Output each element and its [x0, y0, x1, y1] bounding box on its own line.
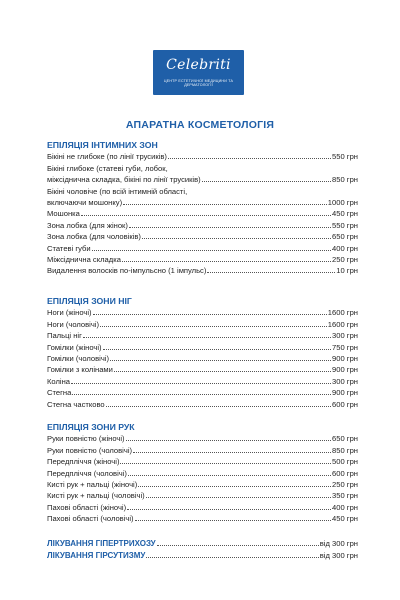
- section-heading: ЕПІЛЯЦІЯ ЗОНИ РУК: [47, 422, 135, 432]
- price-row: [47, 162, 358, 173]
- price-row: [47, 242, 358, 253]
- treatment-row: [47, 536, 358, 549]
- price-row: [47, 490, 358, 501]
- price-row: [47, 456, 358, 467]
- service-price: 400 грн: [332, 243, 358, 253]
- price-row: [47, 197, 358, 208]
- dot-leader: [103, 349, 331, 350]
- dot-leader: [135, 520, 331, 521]
- price-row: [47, 467, 358, 478]
- service-name: Пахові області (жіночі): [47, 502, 127, 512]
- treatment-row: [47, 549, 358, 562]
- service-name: Мошонка: [47, 209, 80, 219]
- logo-tagline: ЦЕНТР ЕСТЕТИЧНОЇ МЕДИЦИНИ ТА ДЕРМАТОЛОГІЇ: [163, 79, 234, 88]
- price-row: [47, 387, 358, 398]
- service-name: Ноги (чоловічі): [47, 319, 100, 329]
- dot-leader: [72, 394, 331, 395]
- dot-leader: [207, 272, 335, 273]
- dot-leader: [157, 545, 319, 546]
- service-price: 550 грн: [332, 220, 358, 230]
- price-row: [47, 185, 358, 196]
- service-price: 300 грн: [332, 331, 358, 341]
- treatment-name: ЛІКУВАННЯ ГІПЕРТРИХОЗУ: [47, 538, 156, 548]
- service-name: Гомілки (чоловічі): [47, 353, 110, 363]
- price-row: [47, 375, 358, 386]
- service-price: 450 грн: [332, 209, 358, 219]
- dot-leader: [114, 371, 331, 372]
- service-price: 600 грн: [332, 399, 358, 409]
- dot-leader: [138, 486, 331, 487]
- service-price: 350 грн: [332, 491, 358, 501]
- service-price: 600 грн: [332, 468, 358, 478]
- treatment-price: від 300 грн: [319, 551, 358, 560]
- treatment-list: [47, 536, 358, 561]
- service-price: 1600 грн: [327, 319, 358, 329]
- service-name: Коліна: [47, 376, 71, 386]
- dot-leader: [202, 181, 331, 182]
- dot-leader: [110, 360, 331, 361]
- service-price: 1600 грн: [327, 308, 358, 318]
- price-row: [47, 330, 358, 341]
- service-name: Передпліччя (жіночі): [47, 457, 120, 467]
- service-name: Пахові області (чоловічі): [47, 514, 134, 524]
- service-name: Бікіні глибоке (статеві губи, лобок,: [47, 163, 168, 173]
- clinic-logo: [153, 50, 244, 95]
- service-name: Зона лобка (для жінок): [47, 220, 128, 230]
- dot-leader: [146, 497, 331, 498]
- price-row: [47, 318, 358, 329]
- service-price: 650 грн: [332, 232, 358, 242]
- service-price: 650 грн: [332, 434, 358, 444]
- dot-leader: [71, 383, 331, 384]
- dot-leader: [129, 227, 331, 228]
- service-name: Ноги (жіночі): [47, 308, 92, 318]
- dot-leader: [81, 215, 331, 216]
- dot-leader: [133, 452, 331, 453]
- price-row: [47, 433, 358, 444]
- dot-leader: [100, 326, 327, 327]
- page-title: АПАРАТНА КОСМЕТОЛОГІЯ: [125, 119, 275, 131]
- service-name: Бікіні чоловіче (по всій інтимній області,: [47, 186, 188, 196]
- service-price: 900 грн: [332, 388, 358, 398]
- dot-leader: [127, 509, 331, 510]
- service-name: включаючи мошонку): [47, 197, 123, 207]
- service-price: 550 грн: [332, 152, 358, 162]
- treatment-name: ЛІКУВАННЯ ГІРСУТИЗМУ: [47, 551, 146, 560]
- section-arms: [47, 421, 358, 524]
- price-row: [47, 353, 358, 364]
- dot-leader: [120, 463, 331, 464]
- service-name: Кисті рук + пальці (жіночі): [47, 479, 138, 489]
- service-price: 250 грн: [332, 479, 358, 489]
- service-name: Пальці ніг: [47, 331, 82, 341]
- service-price: 450 грн: [332, 514, 358, 524]
- service-name: Стегна: [47, 388, 72, 398]
- price-row: [47, 501, 358, 512]
- dot-leader: [92, 250, 331, 251]
- service-price: 300 грн: [332, 376, 358, 386]
- service-price: 850 грн: [332, 445, 358, 455]
- price-row: [47, 444, 358, 455]
- dot-leader: [146, 557, 318, 558]
- dot-leader: [106, 406, 331, 407]
- dot-leader: [83, 337, 331, 338]
- logo-wordmark: Celebriti: [166, 57, 231, 73]
- service-name: Руки повністю (чоловічі): [47, 445, 133, 455]
- service-price: 1000 грн: [327, 197, 358, 207]
- price-row: [47, 364, 358, 375]
- price-row: [47, 341, 358, 352]
- dot-leader: [123, 204, 327, 205]
- service-name: Видалення волосків по-імпульсно (1 імпульс): [47, 266, 207, 276]
- service-name: Зона лобка (для чоловіків): [47, 232, 141, 242]
- price-row: [47, 174, 358, 185]
- service-price: 10 грн: [336, 266, 358, 276]
- service-name: Бікіні не глибоке (по лінії трусиків): [47, 152, 167, 162]
- price-row: [47, 219, 358, 230]
- treatment-price: від 300 грн: [319, 538, 358, 548]
- price-row: [47, 479, 358, 490]
- service-price: 850 грн: [332, 175, 358, 185]
- dot-leader: [93, 314, 327, 315]
- service-price: 750 грн: [332, 342, 358, 352]
- dot-leader: [122, 261, 331, 262]
- service-name: Руки повністю (жіночі): [47, 434, 125, 444]
- price-row: [47, 151, 358, 162]
- service-name: Передпліччя (чоловічі): [47, 468, 127, 478]
- service-name: міжсіднична складка, бікіні по лінії трусиків): [47, 175, 201, 185]
- service-price: 250 грн: [332, 254, 358, 264]
- service-name: Кисті рук + пальці (чоловічі): [47, 491, 145, 501]
- section-intimate-zones: [47, 139, 358, 276]
- price-row: [47, 307, 358, 318]
- service-name: Міжсіднична складка: [47, 254, 121, 264]
- service-price: 900 грн: [332, 365, 358, 375]
- dot-leader: [142, 238, 331, 239]
- section-legs: [47, 295, 358, 410]
- service-name: Стегна частково: [47, 399, 105, 409]
- service-price: 500 грн: [332, 457, 358, 467]
- service-price: 400 грн: [332, 502, 358, 512]
- price-row: [47, 398, 358, 409]
- price-row: [47, 231, 358, 242]
- price-row: [47, 208, 358, 219]
- price-row: [47, 254, 358, 265]
- service-name: Статеві губи: [47, 243, 91, 253]
- service-name: Гомілки з колінами: [47, 365, 113, 375]
- dot-leader: [168, 158, 331, 159]
- dot-leader: [128, 475, 331, 476]
- dot-leader: [126, 440, 331, 441]
- section-heading: ЕПІЛЯЦІЯ ІНТИМНИХ ЗОН: [47, 140, 158, 150]
- price-row: [47, 265, 358, 276]
- price-row: [47, 513, 358, 524]
- service-price: 900 грн: [332, 353, 358, 363]
- section-heading: ЕПІЛЯЦІЯ ЗОНИ НІГ: [47, 296, 132, 306]
- service-name: Гомілки (жіночі): [47, 342, 102, 352]
